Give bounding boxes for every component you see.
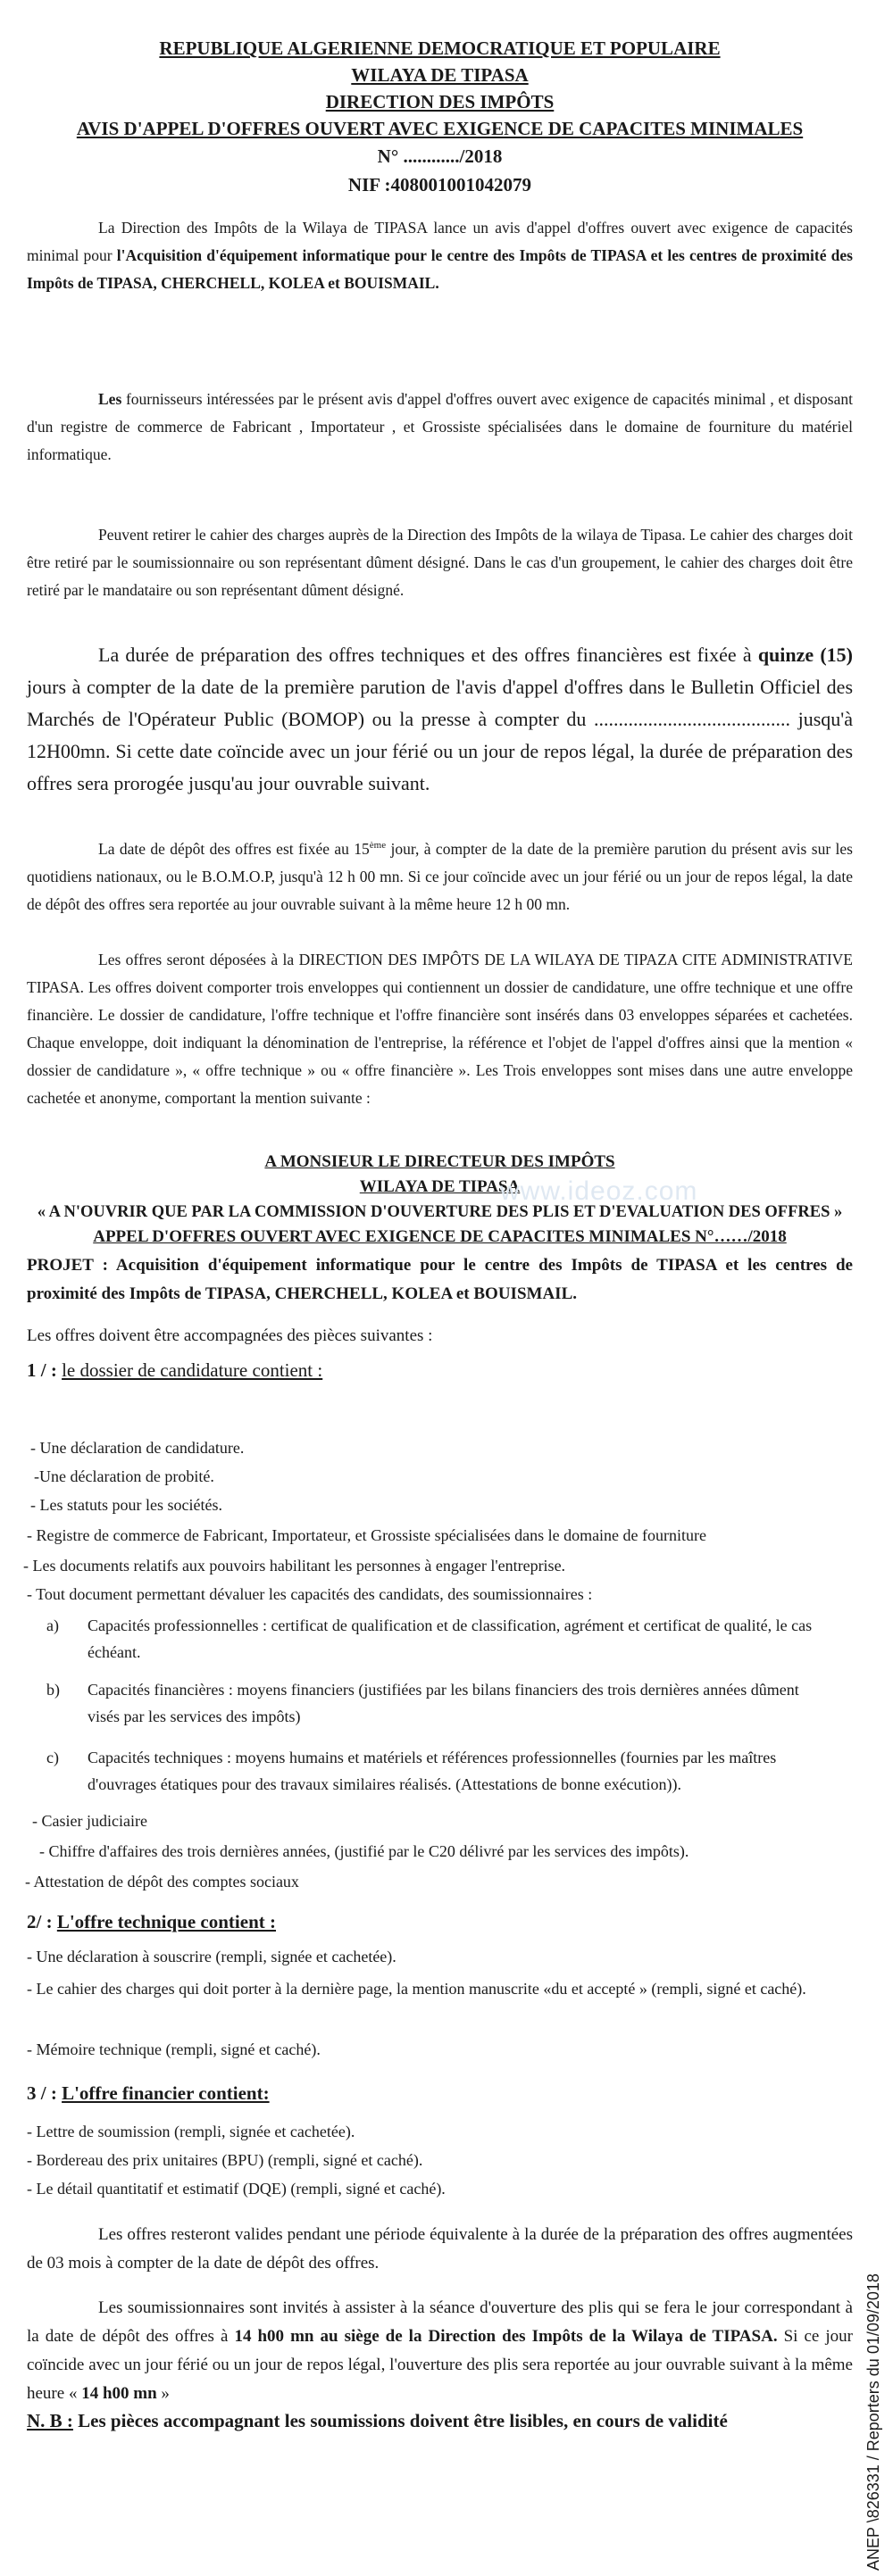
intro-paragraph <box>27 214 853 297</box>
opening-text-c: Si ce jour coïncide avec un jour férié ou un jour de repos légal, l'ouverture des plis sera reportée au jour ouvrable suivant à la même heure « <box>27 2327 853 2403</box>
s1-item: - Registre de commerce de Fabricant, Importateur, et Grossiste spécialisées dans le domaine de fourniture <box>27 1526 707 1544</box>
project-paragraph <box>27 1251 853 1309</box>
watermark: www.ideoz.com <box>500 1176 698 1206</box>
header-number: N° ............/2018 <box>377 145 503 167</box>
section2-title: L'offre technique contient : <box>56 1911 276 1932</box>
s1-item: - Les documents relatifs aux pouvoirs habilitant les personnes à engager l'entreprise. <box>23 1557 566 1575</box>
opening-text-a: Les soumissionnaires sont invités à assister à la séance d'ouverture des plis qui se fera le jour correspondant à la date de dépôt des offres à <box>27 2298 853 2346</box>
opening-paragraph <box>27 2294 853 2408</box>
header-republic: REPUBLIQUE ALGERIENNE DEMOCRATIQUE ET POPULAIRE <box>159 37 721 59</box>
s1-sub-text: Capacités professionnelles : certificat de qualification et de classification, agrément et certificat de qualité, le cas échéant. <box>88 1616 813 1661</box>
s1-sub-letter: c) <box>46 1749 59 1766</box>
address-director: A MONSIEUR LE DIRECTEUR DES IMPÔTS <box>264 1152 615 1171</box>
duration-text-c: jours à compter de la date de la première parution de l'avis d'appel d'offres dans le Bulletin Officiel des Marchés de l'Opérateur Public (BOMOP) ou la presse à compter du ........................................ jusqu'à 12H00mn. Si cette date coïncide avec un jour férié ou un jour de repos légal, la durée de préparation des offres sera prorogée jusqu'au jour ouvrable suivant. <box>27 676 853 794</box>
opening-time-place: 14 h00 mn au siège de la Direction des Impôts de la Wilaya de TIPASA. <box>234 2327 778 2346</box>
project-text: Acquisition d'équipement informatique pour le centre des Impôts de TIPASA et les centres de proximité des Impôts de TIPASA, CHERCHELL, KOLEA et BOUISMAIL. <box>27 1256 853 1303</box>
duration-paragraph <box>27 639 853 800</box>
withdrawal-paragraph: Peuvent retirer le cahier des charges auprès de la Direction des Impôts de la wilaya de Tipasa. Le cahier des charges doit être retiré par le soumissionnaire ou son représentant dûment désigné. Dans le cas d'un groupement, le cahier des charges doit être retiré par le mandataire ou son représentant dûment désigné. <box>27 526 853 599</box>
header-title: AVIS D'APPEL D'OFFRES OUVERT AVEC EXIGENCE DE CAPACITES MINIMALES <box>76 118 804 139</box>
s1-tail-item: - Chiffre d'affaires des trois dernières années, (justifié par le C20 délivré par les services des impôts). <box>39 1842 689 1860</box>
section3-number: 3 / : <box>27 2082 57 2104</box>
section2-number: 2/ : <box>27 1911 53 1932</box>
deposit-paragraph <box>27 832 853 918</box>
s1-sub-text: Capacités financières : moyens financiers (justifiées par les bilans financiers des trois dernières années dûment visés par les services des impôts) <box>88 1681 799 1725</box>
s1-item: - Les statuts pour les sociétés. <box>30 1496 222 1514</box>
intro-text: La Direction des Impôts de la Wilaya de TIPASA lance un avis d'appel d'offres ouvert avec exigence de capacités minimal pour <box>27 219 853 264</box>
s2-item: - Mémoire technique (rempli, signé et caché). <box>27 2040 321 2058</box>
validity-paragraph: Les offres resteront valides pendant une période équivalente à la durée de la préparation des offres augmentées de 03 mois à compter de la date de dépôt des offres. <box>27 2225 853 2273</box>
deposit-sup: ème <box>369 840 387 851</box>
s1-sub-text: Capacités techniques : moyens humains et matériels et références professionnelles (fournies par les maîtres d'ouvrages étatiques pour des travaux similaires réalisés. (Attestations de bonne exécution)). <box>88 1749 777 1793</box>
s1-tail-item: - Casier judiciaire <box>32 1812 147 1830</box>
nota-bene <box>27 2406 853 2435</box>
deposit-text-b: jour, à compter de la date de la première parution du présent avis sur les quotidiens nationaux, ou le B.O.M.O.P, jusqu'à 12 h 00 mn. Si ce jour coïncide avec un jour férié ou un jour de repos légal, la date de dépôt des offres sera reportée au jour ouvrable suivant à la même heure 12 h 00 mn. <box>27 839 853 913</box>
s1-item: - Tout document permettant dévaluer les capacités des candidats, des soumissionnaires : <box>27 1585 593 1603</box>
header-direction: DIRECTION DES IMPÔTS <box>325 91 555 112</box>
s3-item: - Lettre de soumission (rempli, signée et cachetée). <box>27 2123 355 2140</box>
s3-item: - Le détail quantitatif et estimatif (DQE) (rempli, signé et caché). <box>27 2180 446 2198</box>
section1-number: 1 / : <box>27 1359 57 1381</box>
section2-heading <box>27 1908 853 1935</box>
section3-heading <box>27 2080 853 2107</box>
envelopes-paragraph: Les offres seront déposées à la DIRECTION DES IMPÔTS DE LA WILAYA DE TIPAZA CITE ADMINISTRATIVE TIPASA. Les offres doivent comporter trois enveloppes qui contiennent un dossier de candidature, une offre technique et une offre financière. Le dossier de candidature, l'offre technique et l'offre financière sont insérés dans 03 enveloppes séparées et cachetées. Chaque enveloppe, doit indiquant la dénomination de l'entreprise, la référence et l'objet de l'appel d'offres ainsi que la mention « dossier de candidature », « offre technique » ou « offre financière ». Les Trois enveloppes sont mises dans une autre enveloppe cachetée et anonyme, comportant la mention suivante : <box>27 951 853 1107</box>
s1-sub-letter: a) <box>46 1616 59 1634</box>
opening-time: 14 h00 mn <box>81 2384 157 2403</box>
address-wilaya: WILAYA DE TIPASA <box>359 1177 521 1196</box>
address-mention: « A N'OUVRIR QUE PAR LA COMMISSION D'OUVERTURE DES PLIS ET D'EVALUATION DES OFFRES » <box>37 1203 843 1221</box>
pieces-intro: Les offres doivent être accompagnées des pièces suivantes : <box>27 1326 433 1345</box>
duration-text-a: La durée de préparation des offres techniques et des offres financières est fixée à <box>98 644 758 666</box>
section3-title: L'offre financier contient: <box>62 2082 270 2104</box>
section1-heading <box>27 1357 853 1384</box>
suppliers-text: fournisseurs intéressées par le présent avis d'appel d'offres ouvert avec exigence de capacités minimal , et disposant d'un registre de commerce de Fabricant , Importateur , et Grossiste spécialisées dans le domaine de fourniture du matériel informatique. <box>27 390 853 463</box>
suppliers-paragraph <box>27 386 853 469</box>
s1-sub-letter: b) <box>46 1681 60 1699</box>
nb-label: N. B : <box>27 2410 73 2431</box>
address-reference: APPEL D'OFFRES OUVERT AVEC EXIGENCE DE CAPACITES MINIMALES N°……/2018 <box>93 1227 787 1246</box>
s1-tail-item: - Attestation de dépôt des comptes sociaux <box>25 1873 299 1890</box>
header-wilaya: WILAYA DE TIPASA <box>351 64 529 86</box>
s1-item: - Une déclaration de candidature. <box>30 1439 245 1457</box>
s2-item: - Le cahier des charges qui doit porter à la dernière page, la mention manuscrite «du et accepté » (rempli, signé et caché). <box>27 1980 806 1998</box>
deposit-text-a: La date de dépôt des offres est fixée au 15 <box>98 839 370 858</box>
s1-item: -Une déclaration de probité. <box>34 1467 214 1485</box>
section1-title: le dossier de candidature contient : <box>62 1359 323 1381</box>
duration-days: quinze (15) <box>757 644 854 666</box>
suppliers-lead: Les <box>98 390 122 408</box>
opening-text-e: » <box>156 2384 170 2403</box>
s2-item: - Une déclaration à souscrire (rempli, signée et cachetée). <box>27 1948 396 1965</box>
intro-object: l'Acquisition d'équipement informatique pour le centre des Impôts de TIPASA et les centres de proximité des Impôts de TIPASA, CHERCHELL, KOLEA et BOUISMAIL. <box>27 246 853 292</box>
header-nif: NIF :408001001042079 <box>347 174 532 195</box>
project-label: PROJET : <box>27 1256 108 1275</box>
s3-item: - Bordereau des prix unitaires (BPU) (rempli, signé et caché). <box>27 2151 423 2169</box>
nb-text: Les pièces accompagnant les soumissions doivent être lisibles, en cours de validité <box>72 2410 728 2431</box>
side-publication-note: ANEP \826331 / Reporters du 01/09/2018 <box>864 2273 882 2571</box>
